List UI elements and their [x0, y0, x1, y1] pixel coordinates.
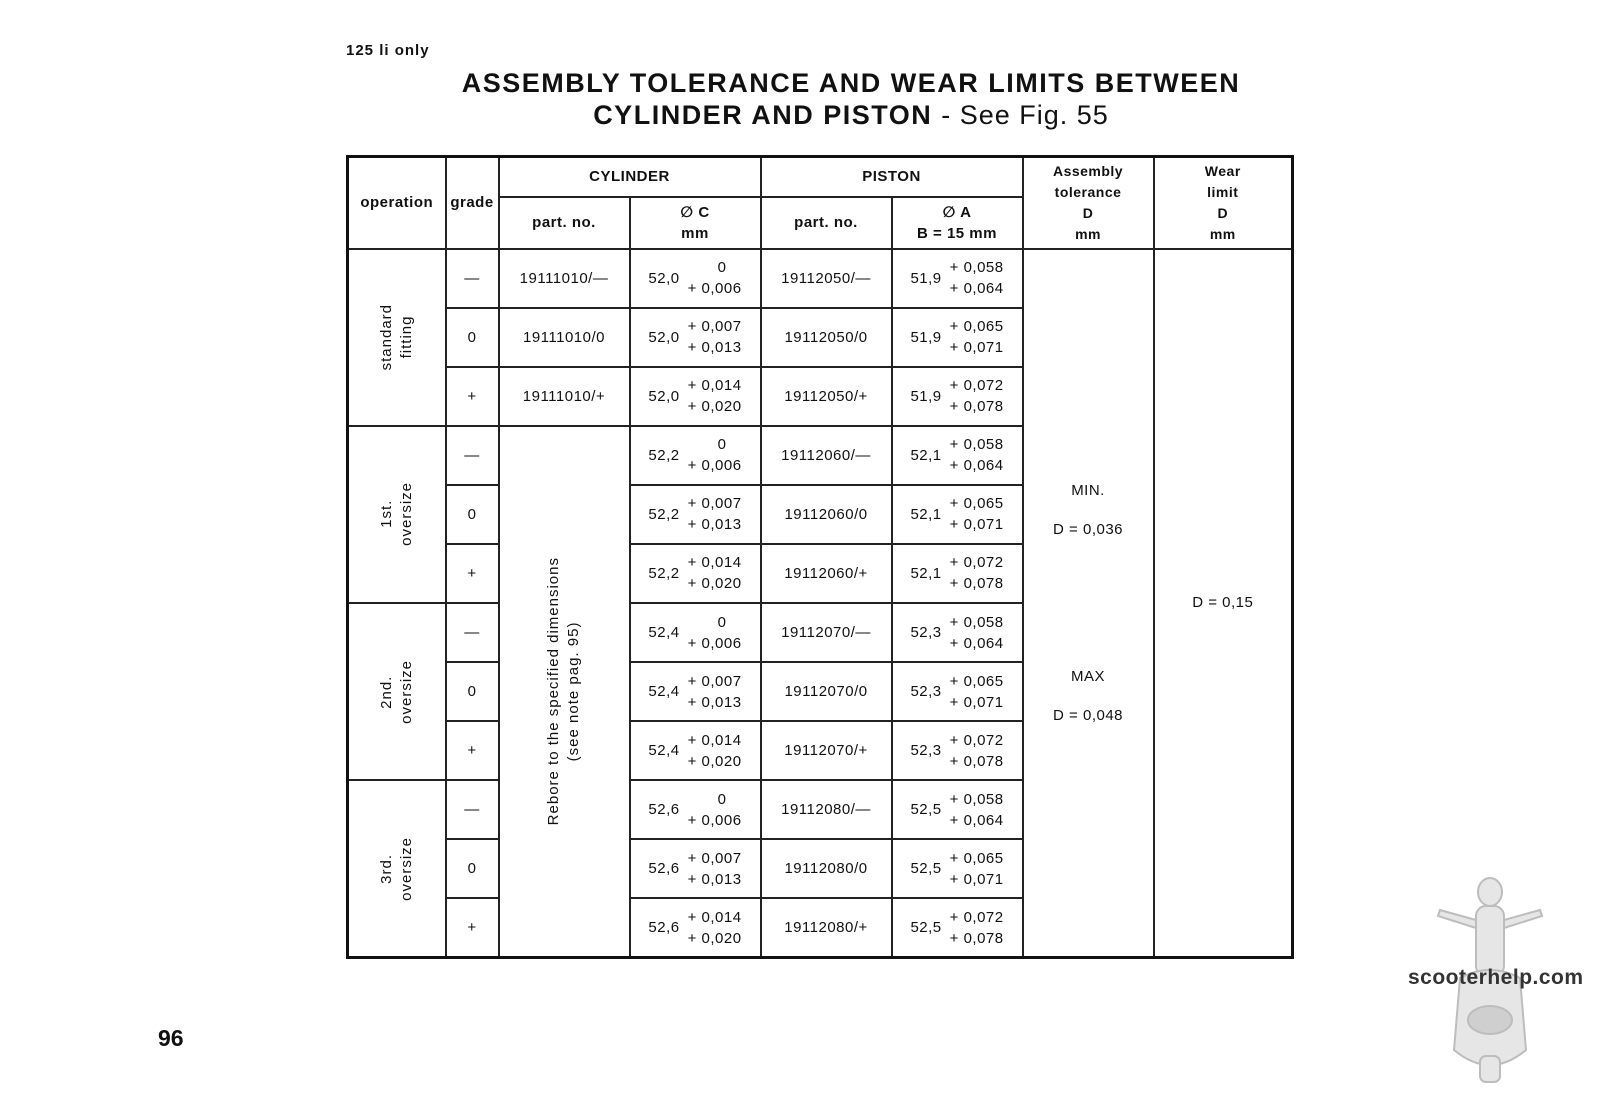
pis-dim-value — [893, 722, 1022, 779]
dim-tolerance — [950, 434, 1004, 476]
cylinder-part-cell: 19111010/— — [499, 249, 630, 308]
dim-base: 52,5 — [910, 801, 942, 819]
pis-dim-value — [893, 545, 1022, 602]
pis-dim-header-l2: B = 15 mm — [917, 224, 997, 242]
operation-l1: 3rd. — [377, 853, 395, 884]
figure-reference: - See Fig. 55 — [941, 100, 1109, 130]
grade-cell: — — [446, 249, 499, 308]
operation-l2: oversize — [397, 659, 415, 724]
tol-top: + 0,058 — [949, 790, 1004, 808]
cyl-dim-value — [631, 368, 760, 425]
piston-dim-cell — [892, 662, 1023, 721]
cylinder-dim-cell — [630, 249, 761, 308]
piston-dim-cell — [892, 780, 1023, 839]
cyl-dim-value — [631, 309, 760, 366]
dim-tolerance — [688, 316, 742, 358]
dim-tolerance — [688, 257, 742, 299]
cylinder-dim-cell — [630, 485, 761, 544]
operation-cell — [348, 249, 446, 426]
tol-bottom: + 0,078 — [949, 575, 1004, 593]
cyl-dim-value — [631, 840, 760, 897]
dim-tolerance — [950, 789, 1004, 831]
piston-dim-cell — [892, 308, 1023, 367]
tol-bottom: + 0,013 — [687, 870, 742, 888]
tol-bottom: + 0,078 — [949, 398, 1004, 416]
operation-l2: fitting — [397, 315, 415, 359]
cyl-dim-value — [631, 250, 760, 307]
tol-top: + 0,072 — [949, 908, 1004, 926]
piston-part-cell: 19112080/0 — [761, 839, 892, 898]
dim-tolerance — [688, 434, 742, 476]
page-title-line2-main: CYLINDER AND PISTON — [593, 100, 933, 130]
piston-dim-cell — [892, 839, 1023, 898]
dim-base: 52,1 — [910, 564, 942, 582]
rebore-note-l2: (see note pag. 95) — [565, 621, 582, 762]
dim-base: 52,2 — [648, 446, 680, 464]
dim-tolerance — [688, 493, 742, 535]
dim-base: 52,3 — [910, 742, 942, 760]
cylinder-dim-cell — [630, 426, 761, 485]
tol-top: + 0,058 — [949, 259, 1004, 277]
piston-part-header: part. no. — [761, 197, 892, 249]
wear-header-l2: limit — [1207, 183, 1239, 200]
wear-header-l4: mm — [1209, 225, 1236, 242]
dim-base: 52,0 — [648, 328, 680, 346]
cylinder-dim-cell — [630, 367, 761, 426]
pis-dim-value — [893, 427, 1022, 484]
dim-base: 52,3 — [910, 624, 942, 641]
tol-bottom: + 0,020 — [687, 929, 742, 947]
table-row — [348, 249, 1293, 308]
cylinder-dim-cell — [630, 721, 761, 780]
cyl-dim-value — [631, 427, 760, 484]
assembly-header-l3: D — [1082, 204, 1094, 221]
operation-l1: standard — [377, 303, 395, 371]
wear-header-l1: Wear — [1204, 162, 1241, 179]
dim-base: 52,1 — [910, 446, 942, 464]
cyl-dim-value — [631, 604, 760, 661]
cylinder-dim-header — [630, 197, 761, 249]
page-title-line1: ASSEMBLY TOLERANCE AND WEAR LIMITS BETWEEN — [461, 68, 1241, 98]
piston-dim-cell — [892, 603, 1023, 662]
cyl-dim-header-l2: mm — [681, 224, 709, 242]
wear-header-l3: D — [1217, 204, 1229, 221]
cylinder-part-cell: 19111010/+ — [499, 367, 630, 426]
piston-dim-cell — [892, 485, 1023, 544]
tol-top: 0 — [717, 436, 727, 454]
dim-tolerance — [950, 848, 1004, 890]
dim-tolerance — [950, 552, 1004, 594]
cylinder-part-header: part. no. — [499, 197, 630, 249]
grade-cell: — — [446, 603, 499, 662]
piston-part-cell: 19112080/— — [761, 780, 892, 839]
operation-l1: 2nd. — [377, 674, 395, 709]
pis-dim-value — [893, 840, 1022, 897]
dim-base: 52,4 — [648, 624, 680, 641]
header-note: 125 li only — [346, 42, 430, 59]
grade-cell: + — [446, 721, 499, 780]
cyl-dim-value — [631, 486, 760, 543]
tol-bottom: + 0,064 — [949, 457, 1004, 475]
assembly-tolerance-header — [1023, 157, 1154, 249]
tol-bottom: + 0,020 — [687, 752, 742, 770]
wear-limit-cell: D = 0,15 — [1154, 249, 1293, 958]
tol-bottom: + 0,071 — [949, 870, 1004, 888]
assembly-min-value: D = 0,036 — [1053, 520, 1124, 538]
grade-cell: — — [446, 780, 499, 839]
assembly-header-l1: Assembly — [1052, 162, 1124, 179]
piston-dim-cell — [892, 367, 1023, 426]
tolerance-table — [346, 155, 1294, 959]
tol-bottom: + 0,071 — [949, 339, 1004, 357]
tol-top: + 0,065 — [949, 672, 1004, 690]
piston-part-cell: 19112060/+ — [761, 544, 892, 603]
piston-part-cell: 19112080/+ — [761, 898, 892, 957]
pis-dim-value — [893, 663, 1022, 720]
tol-bottom: + 0,013 — [687, 693, 742, 711]
cylinder-part-cell: 19111010/0 — [499, 308, 630, 367]
tol-bottom: + 0,020 — [687, 575, 742, 593]
dim-tolerance — [688, 907, 742, 949]
operation-header: operation — [348, 157, 446, 249]
assembly-max-value: D = 0,048 — [1053, 706, 1124, 724]
assembly-min-label: MIN. — [1071, 481, 1105, 499]
operation-cell — [348, 603, 446, 780]
tol-bottom: + 0,006 — [687, 811, 742, 829]
rebore-note-cell — [499, 426, 630, 958]
dim-tolerance — [688, 789, 742, 831]
pis-dim-value — [893, 899, 1022, 956]
tol-top: + 0,014 — [687, 554, 742, 572]
dim-base: 52,2 — [648, 564, 680, 582]
dim-base: 51,9 — [910, 328, 942, 346]
piston-part-cell: 19112050/0 — [761, 308, 892, 367]
piston-part-cell: 19112070/+ — [761, 721, 892, 780]
assembly-max-label: MAX — [1071, 667, 1106, 685]
dim-base: 52,5 — [910, 860, 942, 878]
dim-tolerance — [688, 848, 742, 890]
dim-base: 52,4 — [648, 742, 680, 760]
tol-bottom: + 0,064 — [949, 811, 1004, 829]
tol-bottom: + 0,006 — [687, 457, 742, 475]
pis-dim-value — [893, 486, 1022, 543]
cylinder-header: CYLINDER — [499, 157, 761, 197]
tol-top: + 0,058 — [949, 613, 1004, 631]
tol-bottom: + 0,020 — [687, 398, 742, 416]
pis-dim-value — [893, 604, 1022, 661]
dim-tolerance — [688, 552, 742, 594]
tol-top: + 0,072 — [949, 554, 1004, 572]
piston-dim-cell — [892, 426, 1023, 485]
dim-tolerance — [950, 316, 1004, 358]
cyl-dim-header-l1: ∅ C — [680, 203, 710, 221]
dim-tolerance — [688, 671, 742, 713]
cylinder-dim-cell — [630, 603, 761, 662]
dim-base: 51,9 — [910, 387, 942, 405]
piston-dim-header — [892, 197, 1023, 249]
pis-dim-value — [893, 781, 1022, 838]
dim-base: 52,6 — [648, 919, 680, 937]
rebore-note-l1: Rebore to the specified dimensions — [545, 557, 562, 826]
cylinder-dim-cell — [630, 662, 761, 721]
dim-base: 52,2 — [648, 505, 680, 523]
tol-top: + 0,065 — [949, 495, 1004, 513]
dim-tolerance — [688, 730, 742, 772]
piston-part-cell: 19112050/— — [761, 249, 892, 308]
dim-tolerance — [950, 730, 1004, 772]
dim-tolerance — [688, 375, 742, 417]
dim-tolerance — [688, 612, 742, 654]
grade-cell: + — [446, 898, 499, 957]
pis-dim-value — [893, 309, 1022, 366]
piston-part-cell: 19112060/0 — [761, 485, 892, 544]
assembly-header-l2: tolerance — [1054, 183, 1122, 200]
grade-cell: 0 — [446, 308, 499, 367]
grade-cell: 0 — [446, 839, 499, 898]
grade-cell: 0 — [446, 485, 499, 544]
piston-dim-cell — [892, 249, 1023, 308]
tol-bottom: + 0,006 — [687, 280, 742, 298]
piston-part-cell: 19112070/0 — [761, 662, 892, 721]
tol-top: + 0,007 — [687, 495, 742, 513]
cylinder-dim-cell — [630, 308, 761, 367]
piston-dim-cell — [892, 898, 1023, 957]
tol-bottom: + 0,013 — [687, 516, 742, 534]
dim-base: 52,0 — [648, 387, 680, 405]
tol-top: + 0,072 — [949, 377, 1004, 395]
dim-tolerance — [950, 375, 1004, 417]
dim-base: 52,3 — [910, 683, 942, 701]
tol-top: + 0,007 — [687, 672, 742, 690]
dim-base: 52,1 — [910, 505, 942, 523]
operation-cell — [348, 426, 446, 603]
cyl-dim-value — [631, 545, 760, 602]
tol-top: + 0,014 — [687, 908, 742, 926]
watermark: scooterhelp.com — [1408, 966, 1584, 989]
assembly-header-l4: mm — [1075, 225, 1101, 242]
grade-cell: 0 — [446, 662, 499, 721]
tol-top: + 0,014 — [687, 731, 742, 749]
piston-dim-cell — [892, 544, 1023, 603]
wear-limit-header — [1154, 157, 1293, 249]
piston-part-cell: 19112050/+ — [761, 367, 892, 426]
tol-top: + 0,058 — [949, 436, 1004, 454]
tol-bottom: + 0,064 — [949, 280, 1004, 298]
tol-top: + 0,065 — [949, 849, 1004, 867]
operation-cell — [348, 780, 446, 957]
assembly-tolerance-cell — [1023, 249, 1154, 958]
page-title-line2 — [346, 100, 1356, 131]
dim-base: 52,4 — [648, 683, 680, 701]
tol-top: 0 — [717, 613, 727, 631]
tol-top: + 0,007 — [687, 849, 742, 867]
operation-l2: oversize — [397, 482, 415, 547]
pis-dim-value — [893, 368, 1022, 425]
piston-part-cell: 19112070/— — [761, 603, 892, 662]
dim-base: 51,9 — [910, 269, 942, 287]
pis-dim-value — [893, 250, 1022, 307]
pis-dim-header-l1: ∅ A — [942, 203, 972, 221]
tol-bottom: + 0,006 — [687, 634, 742, 652]
tol-bottom: + 0,071 — [949, 516, 1004, 534]
cylinder-dim-cell — [630, 839, 761, 898]
tol-top: 0 — [717, 790, 727, 808]
grade-cell: + — [446, 544, 499, 603]
cyl-dim-value — [631, 781, 760, 838]
piston-dim-cell — [892, 721, 1023, 780]
dim-tolerance — [950, 907, 1004, 949]
dim-tolerance — [950, 493, 1004, 535]
tol-top: 0 — [717, 259, 727, 277]
piston-header: PISTON — [761, 157, 1023, 197]
tol-top: + 0,007 — [687, 318, 742, 336]
cyl-dim-value — [631, 899, 760, 956]
dim-tolerance — [950, 612, 1004, 654]
tol-bottom: + 0,078 — [949, 929, 1004, 947]
tol-bottom: + 0,071 — [949, 693, 1004, 711]
cylinder-dim-cell — [630, 898, 761, 957]
tol-top: + 0,072 — [949, 731, 1004, 749]
dim-tolerance — [950, 671, 1004, 713]
cyl-dim-value — [631, 663, 760, 720]
grade-cell: — — [446, 426, 499, 485]
operation-l1: 1st. — [377, 500, 395, 529]
dim-base: 52,6 — [648, 801, 680, 819]
dim-base: 52,0 — [648, 269, 680, 287]
table-body — [348, 249, 1293, 958]
tol-top: + 0,065 — [949, 318, 1004, 336]
tol-top: + 0,014 — [687, 377, 742, 395]
grade-cell: + — [446, 367, 499, 426]
cylinder-dim-cell — [630, 780, 761, 839]
tol-bottom: + 0,078 — [949, 752, 1004, 770]
dim-tolerance — [950, 257, 1004, 299]
dim-base: 52,5 — [910, 919, 942, 937]
cylinder-dim-cell — [630, 544, 761, 603]
dim-base: 52,6 — [648, 860, 680, 878]
tol-bottom: + 0,013 — [687, 339, 742, 357]
grade-header: grade — [446, 157, 499, 249]
page-number: 96 — [158, 1025, 184, 1051]
piston-part-cell: 19112060/— — [761, 426, 892, 485]
tol-bottom: + 0,064 — [949, 634, 1004, 652]
cyl-dim-value — [631, 722, 760, 779]
operation-l2: oversize — [397, 836, 415, 901]
